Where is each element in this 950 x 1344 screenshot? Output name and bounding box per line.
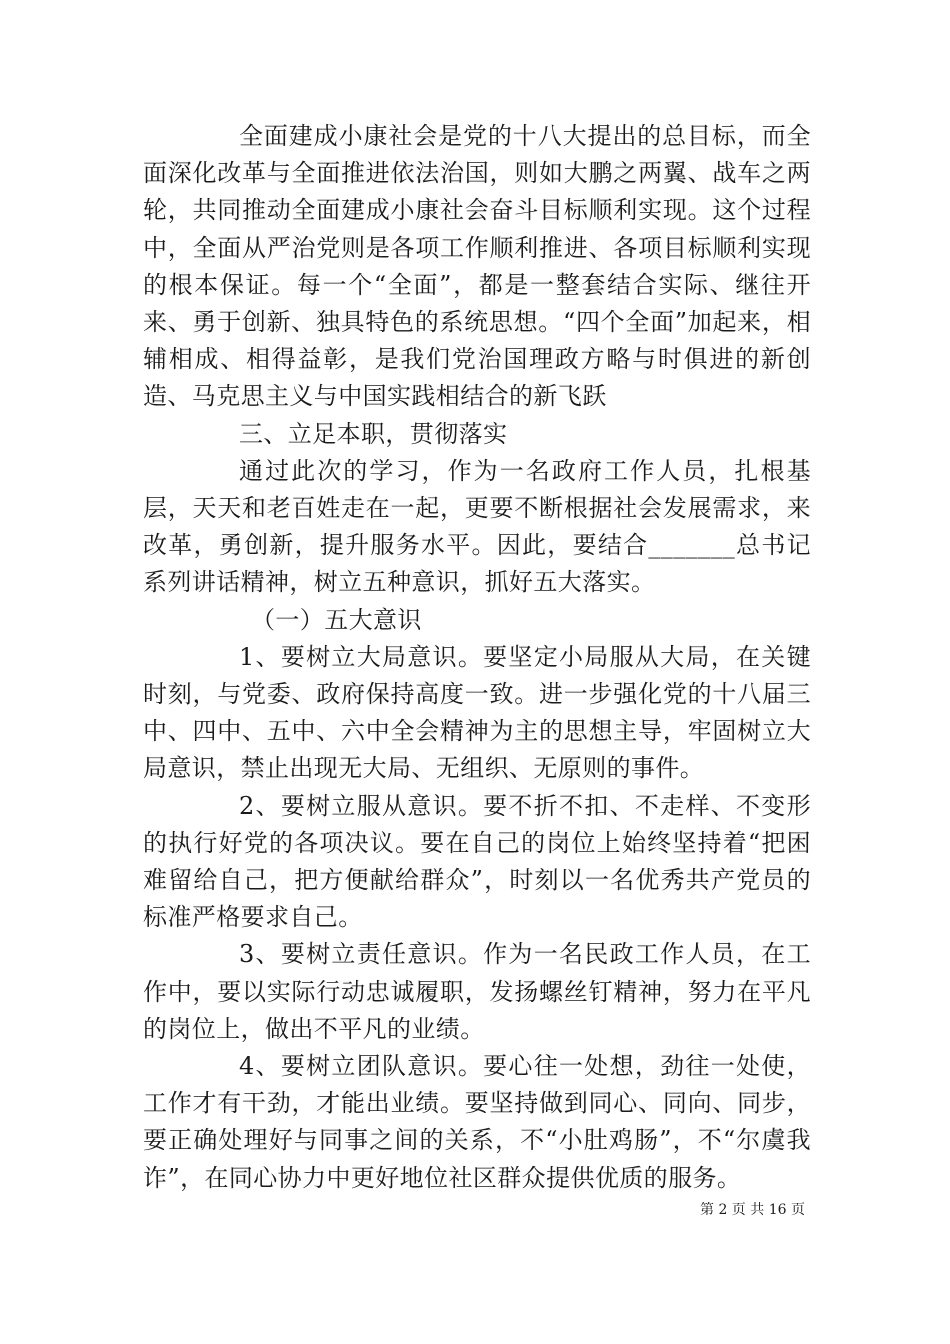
document-body	[143, 118, 811, 1197]
paragraph-team-awareness: 4、要树立团队意识。要心往一处想，劲往一处使，工作才有干劲，才能出业绩。要坚持做到同心、同向、同步，要正确处理好与同事之间的关系，不“小肚鸡肠”，不“尔虞我诈”，在同心协力中更好地位社区群众提供优质的服务。	[143, 1052, 811, 1192]
section-heading-three: 三、立足本职，贯彻落实	[239, 419, 508, 448]
paragraph-study-intro: 通过此次的学习，作为一名政府工作人员，扎根基层，天天和老百姓走在一起，更要不断根据社会发展需求，来改革，勇创新，提升服务水平。因此，要结合_______总书记系列讲话精神，树立五种意识，抓好五大落实。	[143, 456, 811, 597]
subsection-heading-five-awareness: （一）五大意识	[251, 605, 422, 634]
paragraph-overall-goal: 全面建成小康社会是党的十八大提出的总目标，而全面深化改革与全面推进依法治国，则如大鹏之两翼、战车之两轮，共同推动全面建成小康社会奋斗目标顺利实现。这个过程中，全面从严治党则是各项工作顺利推进、各项目标顺利实现的根本保证。每一个“全面”，都是一整套结合实际、继往开来、勇于创新、独具特色的系统思想。“四个全面”加起来，相辅相成、相得益彰，是我们党治国理政方略与时俱进的新创造、马克思主义与中国实践相结合的新飞跃	[143, 122, 811, 411]
paragraph-big-picture-awareness: 1、要树立大局意识。要坚定小局服从大局，在关键时刻，与党委、政府保持高度一致。进一步强化党的十八届三中、四中、五中、六中全会精神为主的思想主导，牢固树立大局意识，禁止出现无大局、无组织、无原则的事件。	[143, 642, 811, 783]
page-number-footer: 第 2 页 共 16 页	[700, 1202, 805, 1218]
paragraph-responsibility-awareness: 3、要树立责任意识。作为一名民政工作人员，在工作中，要以实际行动忠诚履职，发扬螺丝钉精神，努力在平凡的岗位上，做出不平凡的业绩。	[143, 940, 811, 1043]
paragraph-obedience-awareness: 2、要树立服从意识。要不折不扣、不走样、不变形的执行好党的各项决议。要在自己的岗位上始终坚持着“把困难留给自己，把方便献给群众”，时刻以一名优秀共产党员的标准严格要求自己。	[143, 791, 811, 932]
